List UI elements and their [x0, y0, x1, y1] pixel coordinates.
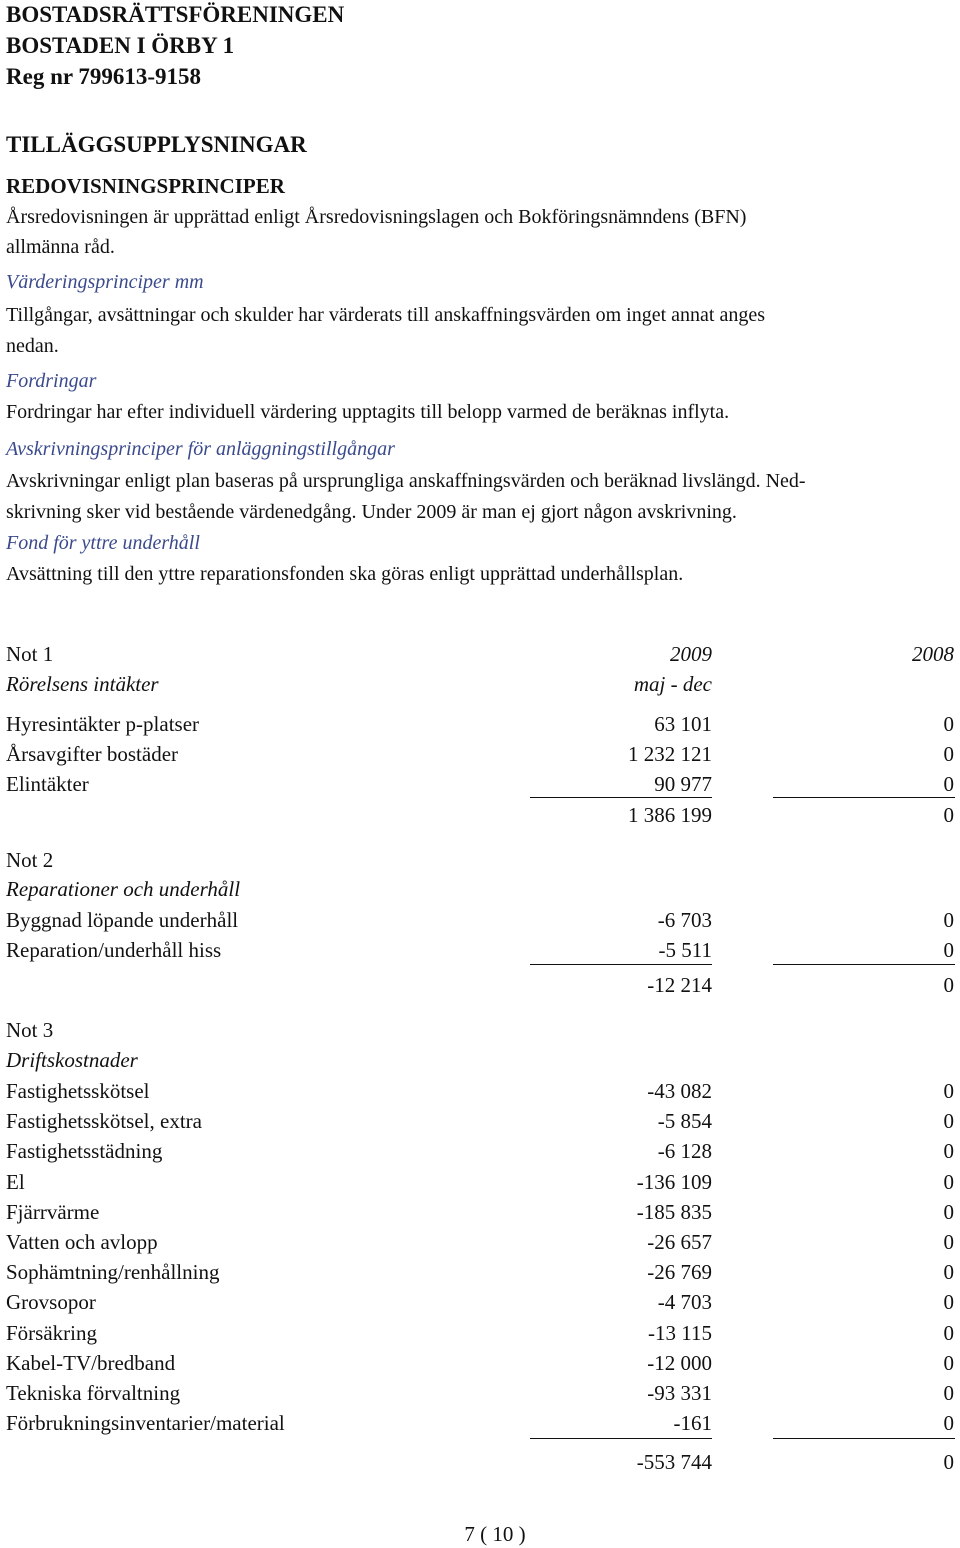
note-1-total-2008: 0: [943, 803, 954, 827]
table-row-label: Tekniska förvaltning: [6, 1381, 181, 1405]
note-3-total-2008: 0: [943, 1450, 954, 1474]
principles-text-2: allmänna råd.: [6, 236, 115, 258]
table-row-value-2008: 0: [943, 1351, 954, 1375]
period-label: maj - dec: [633, 672, 712, 696]
table-row-label: Elintäkter: [6, 772, 89, 796]
sum-divider: [773, 797, 955, 798]
table-row-value-2008: 0: [943, 938, 954, 962]
note-3-subtitle: Driftskostnader: [6, 1048, 138, 1072]
table-row-value-2008: 0: [943, 1200, 954, 1224]
registration-number: Reg nr 799613-9158: [6, 64, 202, 89]
table-row-label: Försäkring: [6, 1321, 97, 1345]
table-row-value-2009: -5 511: [658, 938, 712, 962]
table-row-label: Årsavgifter bostäder: [6, 742, 179, 766]
table-row-value-2009: -43 082: [647, 1079, 712, 1103]
table-row-label: Grovsopor: [6, 1290, 96, 1314]
table-row-label: Fastighetsskötsel: [6, 1079, 150, 1103]
table-row-value-2008: 0: [943, 1321, 954, 1345]
sum-divider: [530, 797, 712, 798]
table-row-value-2009: -6 128: [657, 1139, 712, 1163]
table-row-value-2008: 0: [943, 1411, 954, 1435]
depreciation-text-1: Avskrivningar enligt plan baseras på ursprungliga anskaffningsvärden och beräknad livslängd. Ned-: [6, 470, 806, 492]
table-row-label: Byggnad löpande underhåll: [6, 908, 239, 932]
table-row-value-2009: 63 101: [654, 712, 712, 736]
principles-heading: REDOVISNINGSPRINCIPER: [6, 174, 285, 198]
table-row-label: Fastighetsskötsel, extra: [6, 1109, 202, 1133]
table-row-value-2008: 0: [943, 742, 954, 766]
table-row-value-2009: 1 232 121: [628, 742, 712, 766]
fund-heading: Fond för yttre underhåll: [6, 532, 200, 554]
note-2-subtitle: Reparationer och underhåll: [6, 877, 241, 901]
table-row-value-2009: -185 835: [636, 1200, 712, 1224]
table-row-value-2008: 0: [943, 1170, 954, 1194]
table-row-label: Kabel-TV/bredband: [6, 1351, 176, 1375]
table-row-label: El: [6, 1170, 25, 1194]
association-name-2: BOSTADEN I ÖRBY 1: [6, 33, 235, 58]
table-row-value-2008: 0: [943, 1109, 954, 1133]
table-row-value-2009: -5 854: [657, 1109, 712, 1133]
table-row-value-2009: -12 000: [647, 1351, 712, 1375]
principles-text-1: Årsredovisningen är upprättad enligt Årsredovisningslagen och Bokföringsnämndens (BFN): [6, 206, 747, 228]
receivables-heading: Fordringar: [6, 370, 97, 392]
association-name: BOSTADSRÄTTSFÖRENINGEN: [6, 2, 345, 27]
table-row-value-2009: -26 769: [647, 1260, 712, 1284]
table-row-label: Förbrukningsinventarier/material: [6, 1411, 285, 1435]
note-1-subtitle: Rörelsens intäkter: [6, 672, 159, 696]
note-3-total-2009: -553 744: [636, 1450, 712, 1474]
table-row-value-2008: 0: [943, 1139, 954, 1163]
page-title: TILLÄGGSUPPLYSNINGAR: [6, 132, 307, 157]
note-2-total-2008: 0: [943, 973, 954, 997]
table-row-value-2009: -93 331: [647, 1381, 712, 1405]
table-row-value-2008: 0: [943, 772, 954, 796]
valuation-text-1: Tillgångar, avsättningar och skulder har värderats till anskaffningsvärden om inget annat anges: [6, 304, 765, 326]
table-row-label: Fjärrvärme: [6, 1200, 100, 1224]
valuation-heading: Värderingsprinciper mm: [6, 271, 204, 293]
table-row-label: Vatten och avlopp: [6, 1230, 158, 1254]
table-row-label: Sophämtning/renhållning: [6, 1260, 220, 1284]
column-header-2008: 2008: [912, 642, 954, 666]
sum-divider: [530, 1438, 712, 1439]
table-row-label: Fastighetsstädning: [6, 1139, 163, 1163]
note-1-total-2009: 1 386 199: [628, 803, 712, 827]
receivables-text: Fordringar har efter individuell värdering upptagits till belopp varmed de beräknas inflyta.: [6, 401, 730, 423]
note-2-title: Not 2: [6, 848, 54, 872]
table-row-value-2009: -161: [673, 1411, 712, 1435]
depreciation-text-2: skrivning sker vid bestående värdenedgång. Under 2009 är man ej gjort någon avskrivning.: [6, 501, 737, 523]
valuation-text-2: nedan.: [6, 335, 59, 357]
table-row-value-2008: 0: [943, 1079, 954, 1103]
sum-divider: [530, 964, 712, 965]
note-2-total-2009: -12 214: [647, 973, 712, 997]
table-row-value-2009: -13 115: [648, 1321, 712, 1345]
note-1-title: Not 1: [6, 642, 54, 666]
column-header-2009: 2009: [670, 642, 712, 666]
fund-text: Avsättning till den yttre reparationsfonden ska göras enligt upprättad underhållsplan.: [6, 563, 684, 585]
table-row-label: Reparation/underhåll hiss: [6, 938, 222, 962]
table-row-value-2008: 0: [943, 1381, 954, 1405]
sum-divider: [773, 964, 955, 965]
table-row-value-2008: 0: [943, 1290, 954, 1314]
note-3-title: Not 3: [6, 1018, 54, 1042]
table-row-value-2009: -4 703: [657, 1290, 712, 1314]
table-row-value-2009: -26 657: [647, 1230, 712, 1254]
table-row-value-2008: 0: [943, 1230, 954, 1254]
table-row-value-2008: 0: [943, 1260, 954, 1284]
table-row-value-2008: 0: [943, 712, 954, 736]
table-row-label: Hyresintäkter p-platser: [6, 712, 200, 736]
table-row-value-2009: -136 109: [636, 1170, 712, 1194]
table-row-value-2008: 0: [943, 908, 954, 932]
page-number: 7 ( 10 ): [464, 1522, 526, 1546]
table-row-value-2009: 90 977: [654, 772, 712, 796]
table-row-value-2009: -6 703: [657, 908, 712, 932]
sum-divider: [773, 1438, 955, 1439]
depreciation-heading: Avskrivningsprinciper för anläggningstillgångar: [6, 438, 395, 460]
